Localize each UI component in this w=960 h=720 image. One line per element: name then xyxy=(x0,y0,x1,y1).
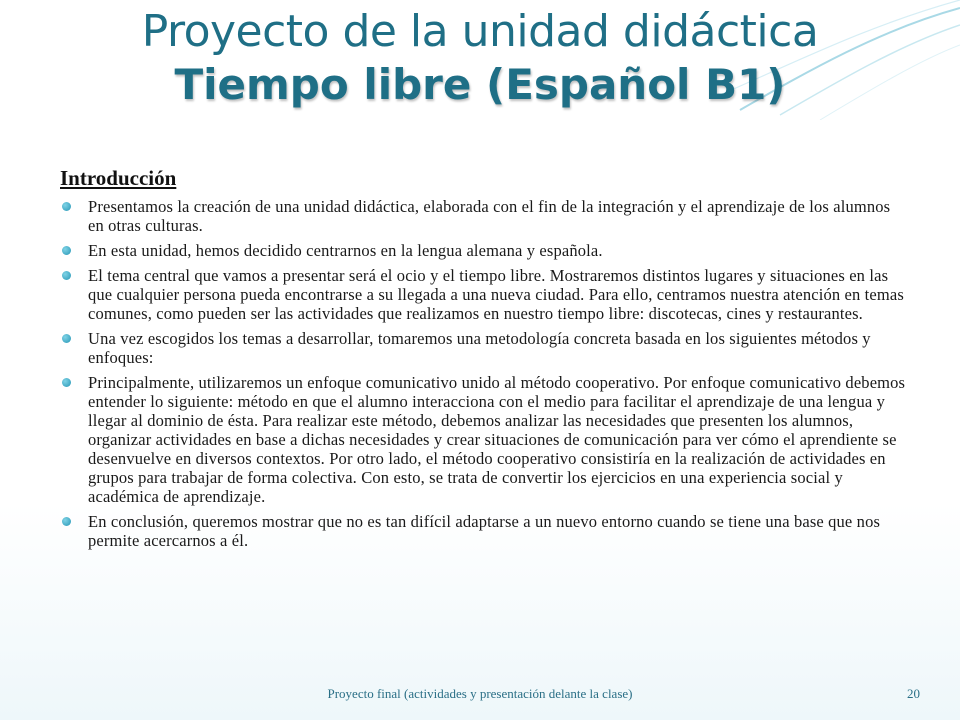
bullet-item xyxy=(60,197,910,235)
bullet-list xyxy=(60,197,910,550)
bullet-icon xyxy=(62,334,71,343)
bullet-icon xyxy=(62,202,71,211)
bullet-text: Presentamos la creación de una unidad didáctica, elaborada con el fin de la integración y el aprendizaje de los alumnos en otras culturas. xyxy=(88,197,891,235)
bullet-item xyxy=(60,266,910,323)
bullet-icon xyxy=(62,246,71,255)
bullet-item xyxy=(60,512,910,550)
bullet-text: Una vez escogidos los temas a desarrollar, tomaremos una metodología concreta basada en los siguientes métodos y enfoques: xyxy=(88,329,871,367)
bullet-icon xyxy=(62,378,71,387)
footer-text: Proyecto final (actividades y presentación delante la clase) xyxy=(327,686,633,701)
slide-title xyxy=(0,0,960,112)
bullet-item xyxy=(60,373,910,506)
title-line-2: Tiempo libre (Español B1) xyxy=(174,60,786,109)
bullet-text: El tema central que vamos a presentar será el ocio y el tiempo libre. Mostraremos distintos lugares y situaciones en las que cualquier persona pueda encontrarse a su llegada a una nueva ciudad. Para ello, centramos nuestra atención en temas comunes, como pueden ser las actividades que realizamos en nuestro tiempo libre: discotecas, cines y restaurantes. xyxy=(88,266,904,323)
bullet-item xyxy=(60,241,910,260)
bullet-text: En esta unidad, hemos decidido centrarnos en la lengua alemana y española. xyxy=(88,241,603,260)
title-line-1: Proyecto de la unidad didáctica xyxy=(141,6,819,57)
slide-content xyxy=(60,166,910,556)
bullet-icon xyxy=(62,271,71,280)
section-heading: Introducción xyxy=(60,166,177,190)
bullet-item xyxy=(60,329,910,367)
bullet-text: Principalmente, utilizaremos un enfoque comunicativo unido al método cooperativo. Por enfoque comunicativo debemos entender lo siguiente: método en que el alumno interacciona con el medio para facilitar el aprendizaje de una lengua y llegar al dominio de ésta. Para realizar este método, debemos analizar las necesidades que presenten los alumnos, organizar actividades en base a dichas necesidades y crear situaciones de comunicación para ver cómo el aprendiente se desenvuelve en diversos contextos. Por otro lado, el método cooperativo consistiría en la realización de actividades en grupos para trabajar de forma colectiva. Con esto, se trata de convertir los ejercicios en una experiencia social y académica de aprendizaje. xyxy=(88,373,906,506)
page-number: 20 xyxy=(907,686,920,701)
bullet-icon xyxy=(62,517,71,526)
bullet-text: En conclusión, queremos mostrar que no es tan difícil adaptarse a un nuevo entorno cuando se tiene una base que nos permite acercarnos a él. xyxy=(88,512,881,550)
